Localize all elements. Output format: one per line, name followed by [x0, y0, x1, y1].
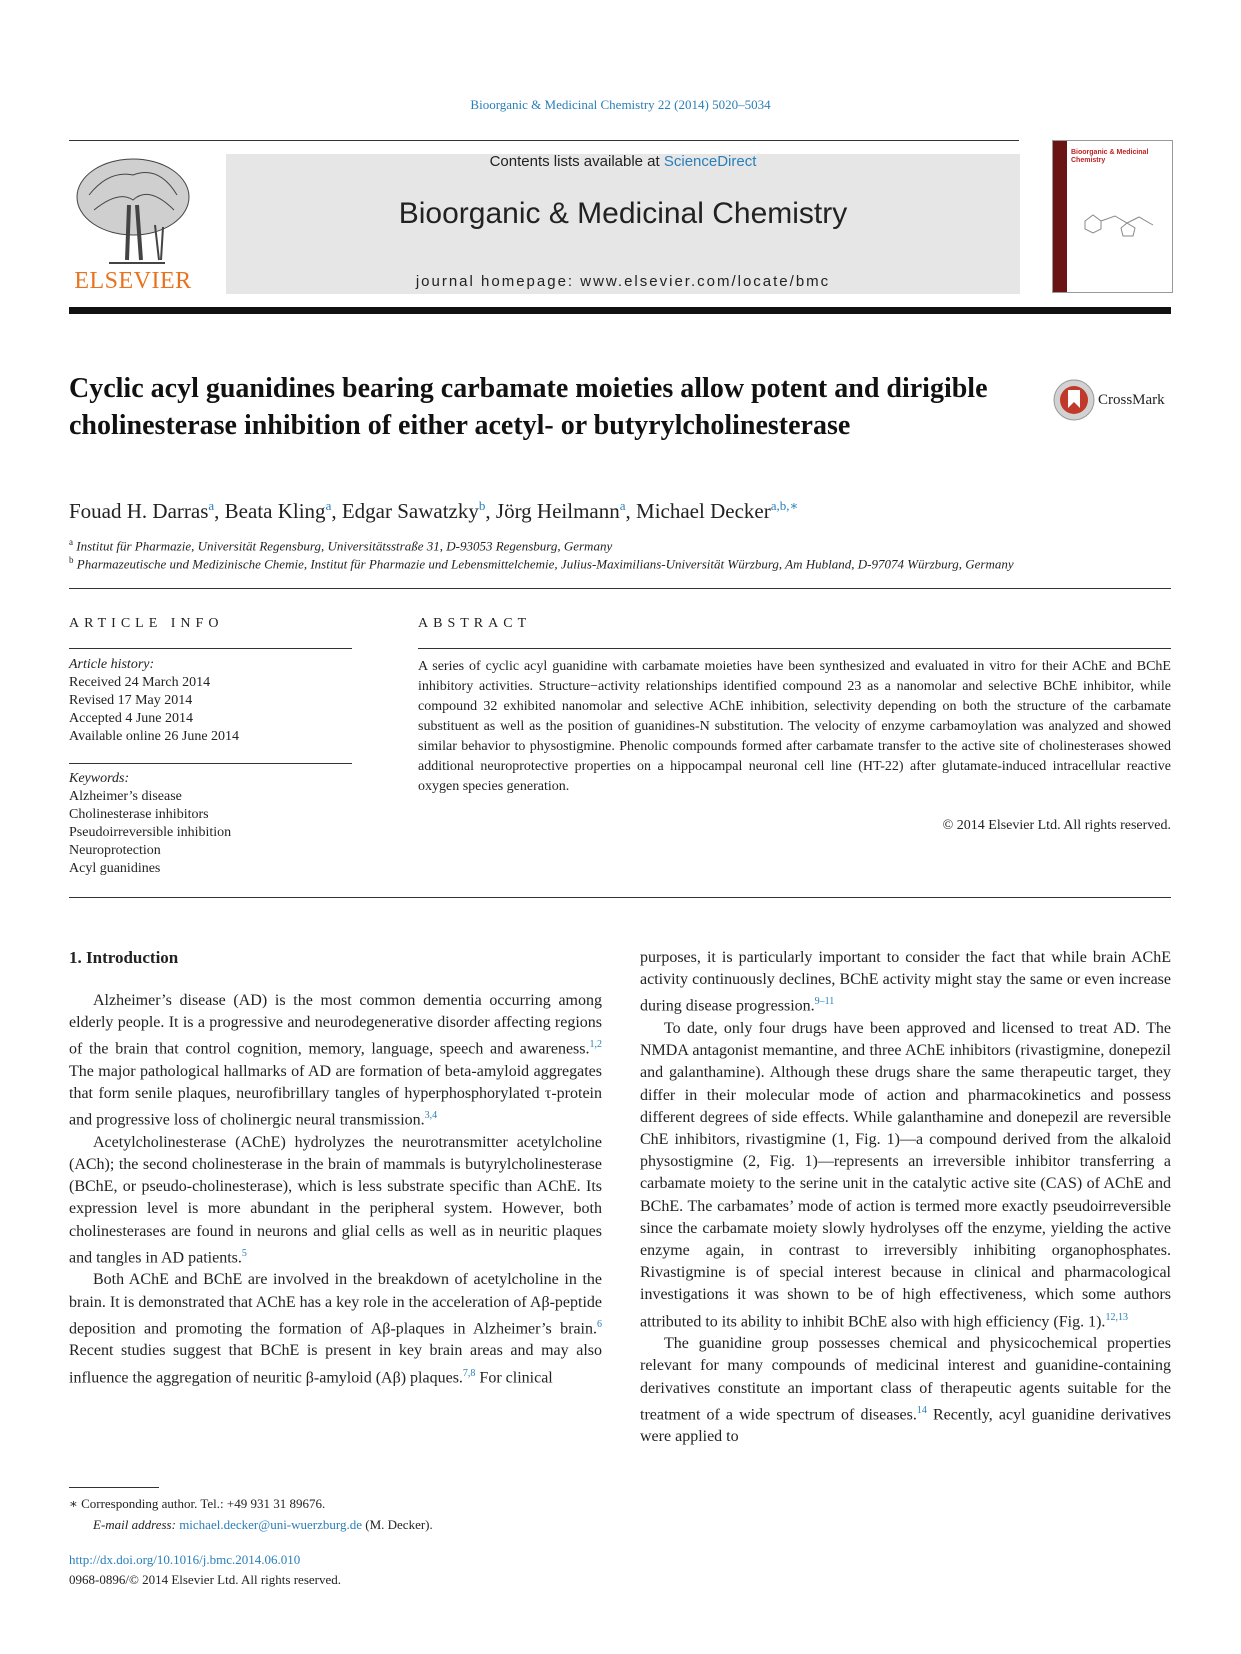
contents-prefix: Contents lists available at	[489, 153, 664, 170]
paragraph-text: Alzheimer’s disease (AD) is the most common dementia occurring among elderly people. It is a progressive and neurodegenerative disorder affecting regions of the brain that control cognition, memory, language, speech and awareness.	[69, 992, 602, 1058]
affiliation-mark: a	[69, 537, 73, 547]
reference-link[interactable]: 5	[241, 1247, 247, 1259]
divider	[69, 763, 352, 764]
article-title: Cyclic acyl guanidines bearing carbamate moieties allow potent and dirigible cholinesterase inhibition of either acetyl- or butyrylcholinesterase	[69, 373, 988, 441]
author-affiliation-mark[interactable]: a	[208, 498, 215, 513]
doi-link[interactable]	[69, 1552, 300, 1568]
email-note	[93, 1517, 433, 1533]
reference-link[interactable]: 9–11	[814, 996, 835, 1008]
body-paragraph	[640, 947, 1171, 1018]
email-label: E-mail address:	[93, 1517, 180, 1532]
cover-title: Bioorganic & Medicinal Chemistry	[1071, 149, 1149, 164]
reference-link[interactable]: 6	[597, 1318, 602, 1330]
article-history	[69, 656, 239, 746]
sciencedirect-link[interactable]: ScienceDirect	[663, 153, 757, 170]
publisher-logo-text: ELSEVIER	[74, 268, 192, 294]
reference-link[interactable]: 1,2	[589, 1039, 602, 1051]
author-list: Fouad H. Darras$^a$, Beata Kling$^a$, Edgar Sawatzky$^b$, Jörg Heilmann$^a$, Michael Decker$^{a,b,∗}$	[69, 498, 799, 523]
affiliation-b	[69, 555, 1014, 572]
paragraph-text: Recent studies suggest that BChE is present in key brain areas and may also influence the aggregation of neuritic β-amyloid (Aβ) plaques.	[69, 1342, 602, 1386]
keywords	[69, 770, 231, 878]
keyword: Cholinesterase inhibitors	[69, 807, 209, 822]
email-tail: (M. Decker).	[362, 1517, 433, 1532]
keyword: Acyl guanidines	[69, 861, 161, 876]
author-name: Michael Decker	[636, 499, 771, 523]
divider	[69, 588, 1171, 589]
journal-citation[interactable]: Bioorganic & Medicinal Chemistry 22 (2014) 5020–5034	[470, 97, 771, 112]
keyword: Neuroprotection	[69, 843, 161, 858]
history-label: Article history:	[69, 657, 155, 672]
history-item: Revised 17 May 2014	[69, 693, 193, 708]
affiliation-mark: b	[69, 555, 74, 565]
author-affiliation-mark[interactable]: a,b,∗	[770, 498, 799, 513]
reference-link[interactable]: 3,4	[424, 1110, 438, 1122]
abstract-text: A series of cyclic acyl guanidine with carbamate moieties have been synthesized and evaluated in vitro for their AChE and BChE inhibitory activities. Structure−activity relationships identified compound 23 as a nanomolar and selective BChE inhibitor, while compound 32 exhibited nanomolar and selective AChE inhibition, selectivity depending on both the structure of the carbamate substituent as well as the position of guanidines-N substitution. The velocity of enzyme carbamoylation was analyzed and showed similar behavior to physostigmine. Phenolic compounds formed after carbamate transfer to the active site of cholinesterases showed additional neuroprotective properties on a hippocampal neuronal cell line (HT-22) after glutamate-induced intracellular reactive oxygen species generation.	[418, 659, 1171, 794]
author-affiliation-mark[interactable]: b	[478, 498, 486, 513]
abstract-heading: ABSTRACT	[418, 616, 532, 631]
article-info-heading: ARTICLE INFO	[69, 616, 224, 631]
author-name: Fouad H. Darras	[69, 499, 209, 523]
footnote-rule	[69, 1487, 159, 1488]
journal-cover-thumbnail	[1052, 140, 1173, 293]
history-item: Available online 26 June 2014	[69, 729, 240, 744]
reference-link[interactable]: 14	[916, 1404, 927, 1416]
keywords-label: Keywords:	[69, 771, 130, 786]
doi-link-text[interactable]: http://dx.doi.org/10.1016/j.bmc.2014.06.010	[69, 1552, 301, 1567]
paragraph-text: purposes, it is particularly important to consider the fact that while brain AChE activity continuously declines, BChE activity might stay the same or even increase during disease progression.	[640, 949, 1171, 1015]
header-thick-rule	[69, 307, 1171, 314]
body-column-right	[640, 947, 1171, 1448]
affiliation-text: Pharmazeutische und Medizinische Chemie, Institut für Pharmazie und Lebensmittelchemie, Julius-Maximilians-Universität Würzburg, Am Hubland, D-97074 Würzburg, Germany	[76, 556, 1014, 572]
author-affiliation-mark[interactable]: a	[325, 498, 332, 513]
history-item: Received 24 March 2014	[69, 675, 211, 690]
paragraph-text: To date, only four drugs have been approved and licensed to treat AD. The NMDA antagonist memantine, and three AChE inhibitors (rivastigmine, donepezil and galanthamine). Although these drugs share the same therapeutic target, they differ in their molecular mode of action and pharmacokinetics and possess different degrees of side effects. While galanthamine and donepezil are reversible ChE inhibitors, rivastigmine (1, Fig. 1)—a compound derived from the alkaloid physostigmine (2, Fig. 1)—represents an irreversible inhibitor transferring a carbamate moiety to the serine unit in the catalytic active site (CAS) of AChE and BChE. The carbamates’ mode of action is termed more exactly pseudoirreversible since the carbamate moiety slowly hydrolyses off the enzyme, yielding the active enzyme again, in contrast to irreversibly inhibiting organophosphates. Rivastigmine is of special interest because in clinical and pharmacological investigations it was shown to be of high effectiveness, which some authors attributed to its ability to inhibit BChE also with high efficiency (Fig. 1).	[640, 1019, 1171, 1330]
keyword: Alzheimer’s disease	[69, 789, 182, 804]
crossmark-label[interactable]: CrossMark	[1098, 392, 1165, 408]
paragraph-text: The major pathological hallmarks of AD are formation of beta-amyloid aggregates that form senile plaques, neurofibrillary tangles of hyperphosphorylated τ-protein and progressive loss of cholinergic neural transmission.	[69, 1062, 602, 1129]
body-paragraph	[69, 990, 602, 1132]
paragraph-text: Recently, acyl guanidine derivatives were applied to	[640, 1406, 1172, 1446]
journal-homepage[interactable]: journal homepage: www.elsevier.com/locate/bmc	[415, 273, 831, 290]
divider	[69, 648, 352, 649]
body-paragraph	[69, 1269, 602, 1389]
crossmark-icon[interactable]	[1052, 378, 1096, 427]
email-link[interactable]: michael.decker@uni-wuerzburg.de	[179, 1517, 363, 1532]
cover-structure-icon	[1075, 201, 1165, 241]
abstract-copyright: © 2014 Elsevier Ltd. All rights reserved.	[942, 818, 1171, 833]
issn-line: 0968-0896/© 2014 Elsevier Ltd. All rights reserved.	[69, 1572, 341, 1587]
paragraph-text: Both AChE and BChE are involved in the breakdown of acetylcholine in the brain. It is demonstrated that AChE has a key role in the acceleration of Aβ-peptide deposition and promoting the formation of Aβ-plaques in Alzheimer’s brain.	[69, 1271, 602, 1338]
body-paragraph	[640, 1018, 1171, 1333]
author-name: Jörg Heilmann	[495, 499, 620, 523]
body-column-left	[69, 990, 602, 1389]
corresponding-author-note: ∗ Corresponding author. Tel.: +49 931 31 89676.	[69, 1496, 326, 1511]
body-paragraph	[69, 1132, 602, 1270]
paragraph-text: For clinical	[475, 1368, 553, 1386]
history-item: Accepted 4 June 2014	[69, 711, 194, 726]
reference-link[interactable]: 7,8	[462, 1367, 476, 1379]
paragraph-text: Acetylcholinesterase (AChE) hydrolyzes the neurotransmitter acetylcholine (ACh); the second cholinesterase in the brain of mammals is butyrylcholinesterase (BChE, or pseudo-cholinesterase), which is less substrate specific than AChE. Its expression level is more abundant in the peripheral system. However, both cholinesterases are found in neurons and glial cells as well as in neuritic plaques and tangles in AD patients.	[69, 1133, 602, 1267]
header-rule	[69, 140, 1019, 141]
author-affiliation-mark[interactable]: a	[619, 498, 626, 513]
keyword: Pseudoirreversible inhibition	[69, 825, 232, 840]
affiliation-text: Institut für Pharmazie, Universität Regensburg, Universitätsstraße 31, D-93053 Regensburg, Germany	[76, 538, 613, 554]
affiliation-a	[69, 537, 612, 554]
section-heading: 1. Introduction	[69, 948, 179, 967]
author-name: Edgar Sawatzky	[341, 499, 479, 523]
author-name: Beata Kling	[224, 499, 326, 523]
cover-band	[1053, 141, 1067, 292]
paragraph-text: The guanidine group possesses chemical and physicochemical properties relevant for many compounds of medicinal interest and guanidine-containing derivatives constitute an important class of therapeutic agents suitable for the treatment of a wide spectrum of diseases.	[640, 1335, 1171, 1424]
reference-link[interactable]: 12,13	[1105, 1311, 1128, 1323]
divider	[418, 648, 1171, 649]
divider	[69, 897, 1171, 898]
body-paragraph	[640, 1333, 1171, 1448]
contents-line	[226, 153, 1020, 170]
journal-title: Bioorganic & Medicinal Chemistry	[398, 197, 848, 230]
